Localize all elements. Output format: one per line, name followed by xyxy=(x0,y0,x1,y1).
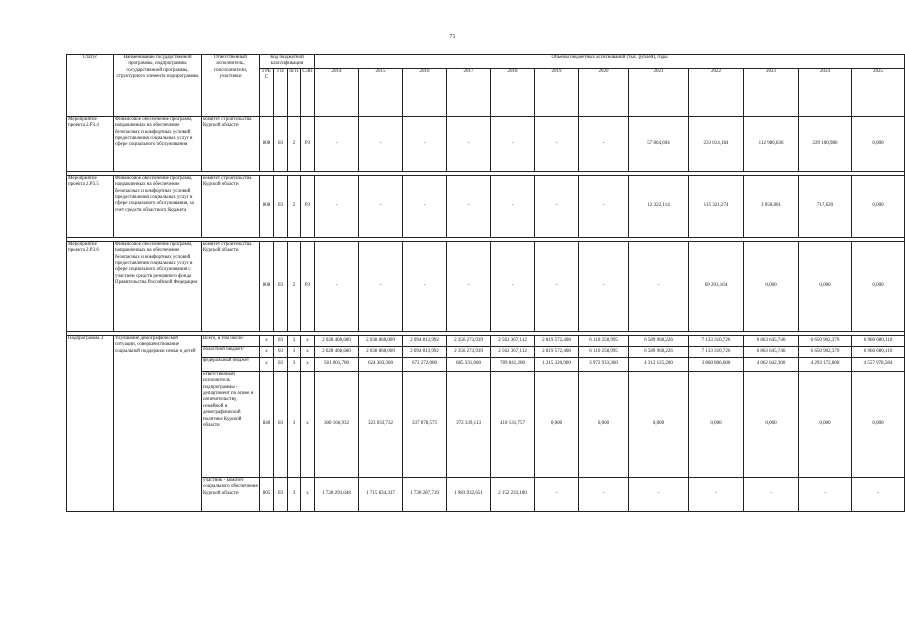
header-volumes: Объемы бюджетных ассигнований (тыс. рублей), годы xyxy=(315,55,905,69)
row-value: 0,000 xyxy=(744,241,799,331)
sub3-code-gp: 03 xyxy=(274,477,288,511)
row-code-gp: 03 xyxy=(274,241,288,331)
header-responsible: Ответственный исполнитель, соисполнители, участники xyxy=(202,55,260,117)
sub3-value: 1 728 293,048 xyxy=(315,477,359,511)
sub3-value: 0,000 xyxy=(579,371,629,477)
sub3-value: 2 094 813,992 xyxy=(403,346,447,357)
header-status: Статус xyxy=(67,55,114,117)
row-value: 0,000 xyxy=(852,116,905,171)
header-year: 2018 xyxy=(491,68,535,116)
sub3-value: 2 356 273,939 xyxy=(447,335,491,346)
sub3-value: 4 312 125,200 xyxy=(629,357,689,371)
sub3-value: 2 819 572,408 xyxy=(535,346,579,357)
sub3-value: 6 110 258,995 xyxy=(579,335,629,346)
sub3-code-sep: х xyxy=(301,346,315,357)
sub3-value: 2 356 273,939 xyxy=(447,346,491,357)
sub3-line-responsible: федеральный бюджет xyxy=(202,357,260,371)
row-status: Мероприятие проекта 2.Р3.5 xyxy=(67,175,114,237)
row-responsible: комитет строительства Курской области xyxy=(202,241,260,331)
row-name: Финансовое обеспечение программ, направленных на обеспечение безопасных и комфортных условий предоставления социальных услуг в сфере социального обслуживания с участием средств резервного фонда Правительства Российской Федерации xyxy=(114,241,202,331)
sub3-value: 0,000 xyxy=(629,371,689,477)
row-value: - xyxy=(491,241,535,331)
sub3-code-sep: х xyxy=(301,357,315,371)
row-value: 229 100,980 xyxy=(799,116,852,171)
sub3-value: 6 650 902,379 xyxy=(799,346,852,357)
sub3-value: 6 589 968,226 xyxy=(629,346,689,357)
sub3-code-grbs: 840 xyxy=(260,371,274,477)
row-value: 57 864,694 xyxy=(629,116,689,171)
row-value: - xyxy=(403,241,447,331)
header-year: 2016 xyxy=(403,68,447,116)
sub3-value: 1 715 834,337 xyxy=(359,477,403,511)
row-value: - xyxy=(359,116,403,171)
sub3-value: 0,000 xyxy=(689,371,744,477)
row-value: - xyxy=(629,241,689,331)
budget-table xyxy=(66,54,905,512)
row-value: 717,620 xyxy=(799,175,852,237)
sub3-value: 7 133 310,726 xyxy=(689,346,744,357)
row-code-sep: Р3 xyxy=(301,116,315,171)
row-value: 112 986,836 xyxy=(744,116,799,171)
row-value: 12 322,114 xyxy=(629,175,689,237)
header-year: 2025 xyxy=(852,68,905,116)
sub3-value: 6 863 645,746 xyxy=(744,335,799,346)
sub3-value: 0,000 xyxy=(535,371,579,477)
sub3-value: 300 166,932 xyxy=(315,371,359,477)
sub3-value: 6 960 680,110 xyxy=(852,346,905,357)
sub3-value: 4 557 978,584 xyxy=(852,357,905,371)
row-code-grbs: 808 xyxy=(260,116,274,171)
row-value: - xyxy=(447,116,491,171)
sub3-value: 624 383,300 xyxy=(359,357,403,371)
sub3-code-grbs: х xyxy=(260,357,274,371)
row-name: Финансовое обеспечение программ, направленных на обеспечение безопасных и комфортных условий предоставления социальных услуг в сфере социального обслуживания xyxy=(114,116,202,171)
row-code-sep: Р3 xyxy=(301,175,315,237)
row-responsible: комитет строительства Курской области xyxy=(202,175,260,237)
header-year: 2024 xyxy=(799,68,852,116)
row-value: - xyxy=(315,116,359,171)
sub3-value: - xyxy=(744,477,799,511)
row-value: 0,000 xyxy=(852,175,905,237)
sub3-line-responsible: областной бюджет/ xyxy=(202,346,260,357)
sub3-code-grbs: х xyxy=(260,346,274,357)
sub3-value: 6 589 968,226 xyxy=(629,335,689,346)
sub3-value: - xyxy=(579,477,629,511)
row-code-pgp: 2 xyxy=(288,241,301,331)
header-year: 2022 xyxy=(689,68,744,116)
header-name: Наименование государственной программы, подпрограммы государственной программы, структурного элемента подпрограммы xyxy=(114,55,202,117)
sub3-name: Улучшение демографической ситуации, совершенствование социальной поддержки семьи и детей xyxy=(114,335,202,511)
sub3-code-pgp: 3 xyxy=(288,346,301,357)
sub3-value: 3 972 933,360 xyxy=(579,357,629,371)
row-code-grbs: 808 xyxy=(260,241,274,331)
sub3-code-gp: 03 xyxy=(274,357,288,371)
row-value: - xyxy=(447,241,491,331)
row-value: - xyxy=(491,116,535,171)
table-row xyxy=(67,175,905,237)
sub3-value: 685 331,600 xyxy=(447,357,491,371)
row-code-grbs: 808 xyxy=(260,175,274,237)
row-value: - xyxy=(359,175,403,237)
sub3-value: 7 133 310,726 xyxy=(689,335,744,346)
header-code-col: ГРБС xyxy=(260,68,274,116)
row-value: - xyxy=(403,116,447,171)
row-value: - xyxy=(491,175,535,237)
sub3-line-responsible: участник - комитет социального обеспечения Курской области xyxy=(202,477,260,511)
sub3-value: 2 562 367,112 xyxy=(491,335,535,346)
sub3-value: 6 863 645,746 xyxy=(744,346,799,357)
sub3-line-responsible: ответственный исполнитель подпрограммы - департамент по опеке и попечительству, семейной и демографической политике Курской области xyxy=(202,371,260,477)
row-value: - xyxy=(315,175,359,237)
sub3-value: 410 131,757 xyxy=(491,371,535,477)
row-code-sep: Р3 xyxy=(301,241,315,331)
sub3-value: - xyxy=(689,477,744,511)
sub3-value: 2 152 233,180 xyxy=(491,477,535,511)
table-row xyxy=(67,116,905,171)
row-value: - xyxy=(579,116,629,171)
row-status: Мероприятие проекта 2.Р3.4 xyxy=(67,116,114,171)
sub3-value: 6 110 258,995 xyxy=(579,346,629,357)
row-value: 69 203,164 xyxy=(689,241,744,331)
sub3-value: 2 028 468,680 xyxy=(315,346,359,357)
sub3-value: 0,000 xyxy=(799,371,852,477)
sub3-value: 673 272,000 xyxy=(403,357,447,371)
row-code-pgp: 2 xyxy=(288,175,301,237)
sub3-code-gp: 03 xyxy=(274,335,288,346)
row-value: 115 321,274 xyxy=(689,175,744,237)
sub3-value: 2 028 468,680 xyxy=(315,335,359,346)
header-code-col: пГП xyxy=(288,68,301,116)
row-value: - xyxy=(535,116,579,171)
sub3-value: 0,000 xyxy=(744,371,799,477)
row-value: 3 050,001 xyxy=(744,175,799,237)
header-code-col: ГП xyxy=(274,68,288,116)
sub3-code-gp: 03 xyxy=(274,371,288,477)
sub3-code-sep: х xyxy=(301,335,315,346)
header-year: 2020 xyxy=(579,68,629,116)
row-value: 233 014,184 xyxy=(689,116,744,171)
row-responsible: комитет строительства Курской области xyxy=(202,116,260,171)
sub3-code-gp: 03 xyxy=(274,346,288,357)
sub3-value: 372 339,113 xyxy=(447,371,491,477)
row-value: - xyxy=(579,175,629,237)
sub3-value: 323 033,732 xyxy=(359,371,403,477)
sub3-value: 2 038 868,069 xyxy=(359,335,403,346)
sub3-value: 2 038 868,069 xyxy=(359,346,403,357)
sub3-code-pgp: 3 xyxy=(288,371,301,477)
header-year: 2017 xyxy=(447,68,491,116)
sub3-value: 1 983 932,651 xyxy=(447,477,491,511)
table-row xyxy=(67,335,905,346)
header-year: 2023 xyxy=(744,68,799,116)
header-code: Код бюджетной классификации xyxy=(260,55,315,69)
page-number: 71 xyxy=(449,34,456,40)
row-value: - xyxy=(359,241,403,331)
sub3-value: 581 001,700 xyxy=(315,357,359,371)
sub3-line-responsible: Всего, в том числе: xyxy=(202,335,260,346)
sub3-code-pgp: 3 xyxy=(288,357,301,371)
sub3-value: 3 860 806,600 xyxy=(689,357,744,371)
sub3-value: - xyxy=(629,477,689,511)
sub3-code-sep: х xyxy=(301,477,315,511)
row-code-gp: 03 xyxy=(274,175,288,237)
header-year: 2021 xyxy=(629,68,689,116)
row-value: - xyxy=(535,241,579,331)
table-row xyxy=(67,241,905,331)
sub3-value: 4 062 042,300 xyxy=(744,357,799,371)
header-year: 2014 xyxy=(315,68,359,116)
sub3-value: 2 562 367,112 xyxy=(491,346,535,357)
sub3-value: 1 215 320,900 xyxy=(535,357,579,371)
sub3-value: - xyxy=(852,477,905,511)
sub3-value: 789 841,200 xyxy=(491,357,535,371)
row-code-pgp: 2 xyxy=(288,116,301,171)
sub3-code-sep: х xyxy=(301,371,315,477)
row-code-gp: 03 xyxy=(274,116,288,171)
sub3-code-grbs: 805 xyxy=(260,477,274,511)
row-name: Финансовое обеспечение программ, направленных на обеспечение безопасных и комфортных условий предоставления социальных услуг в сфере социального обслуживания, за счет средств областного бюджета xyxy=(114,175,202,237)
row-status: Мероприятие проекта 2.Р3.6 xyxy=(67,241,114,331)
row-value: - xyxy=(535,175,579,237)
header-year: 2019 xyxy=(535,68,579,116)
sub3-value: 6 960 680,110 xyxy=(852,335,905,346)
row-value: - xyxy=(403,175,447,237)
sub3-value: - xyxy=(535,477,579,511)
sub3-value: 1 730 287,719 xyxy=(403,477,447,511)
sub3-value: 6 650 902,379 xyxy=(799,335,852,346)
sub3-value: 2 819 572,408 xyxy=(535,335,579,346)
row-value: - xyxy=(315,241,359,331)
row-value: - xyxy=(579,241,629,331)
sub3-value: 2 094 813,992 xyxy=(403,335,447,346)
row-value: - xyxy=(447,175,491,237)
sub3-code-pgp: 3 xyxy=(288,335,301,346)
sub3-value: - xyxy=(799,477,852,511)
row-value: 0,000 xyxy=(852,241,905,331)
sub3-value: 337 878,575 xyxy=(403,371,447,477)
header-code-col: СЭП xyxy=(301,68,315,116)
sub3-code-pgp: 3 xyxy=(288,477,301,511)
row-value: 0,000 xyxy=(799,241,852,331)
sub3-value: 0,000 xyxy=(852,371,905,477)
sub3-status: Подпрограмма 3 xyxy=(67,335,114,511)
sub3-code-grbs: х xyxy=(260,335,274,346)
sub3-value: 4 293 172,800 xyxy=(799,357,852,371)
header-year: 2015 xyxy=(359,68,403,116)
